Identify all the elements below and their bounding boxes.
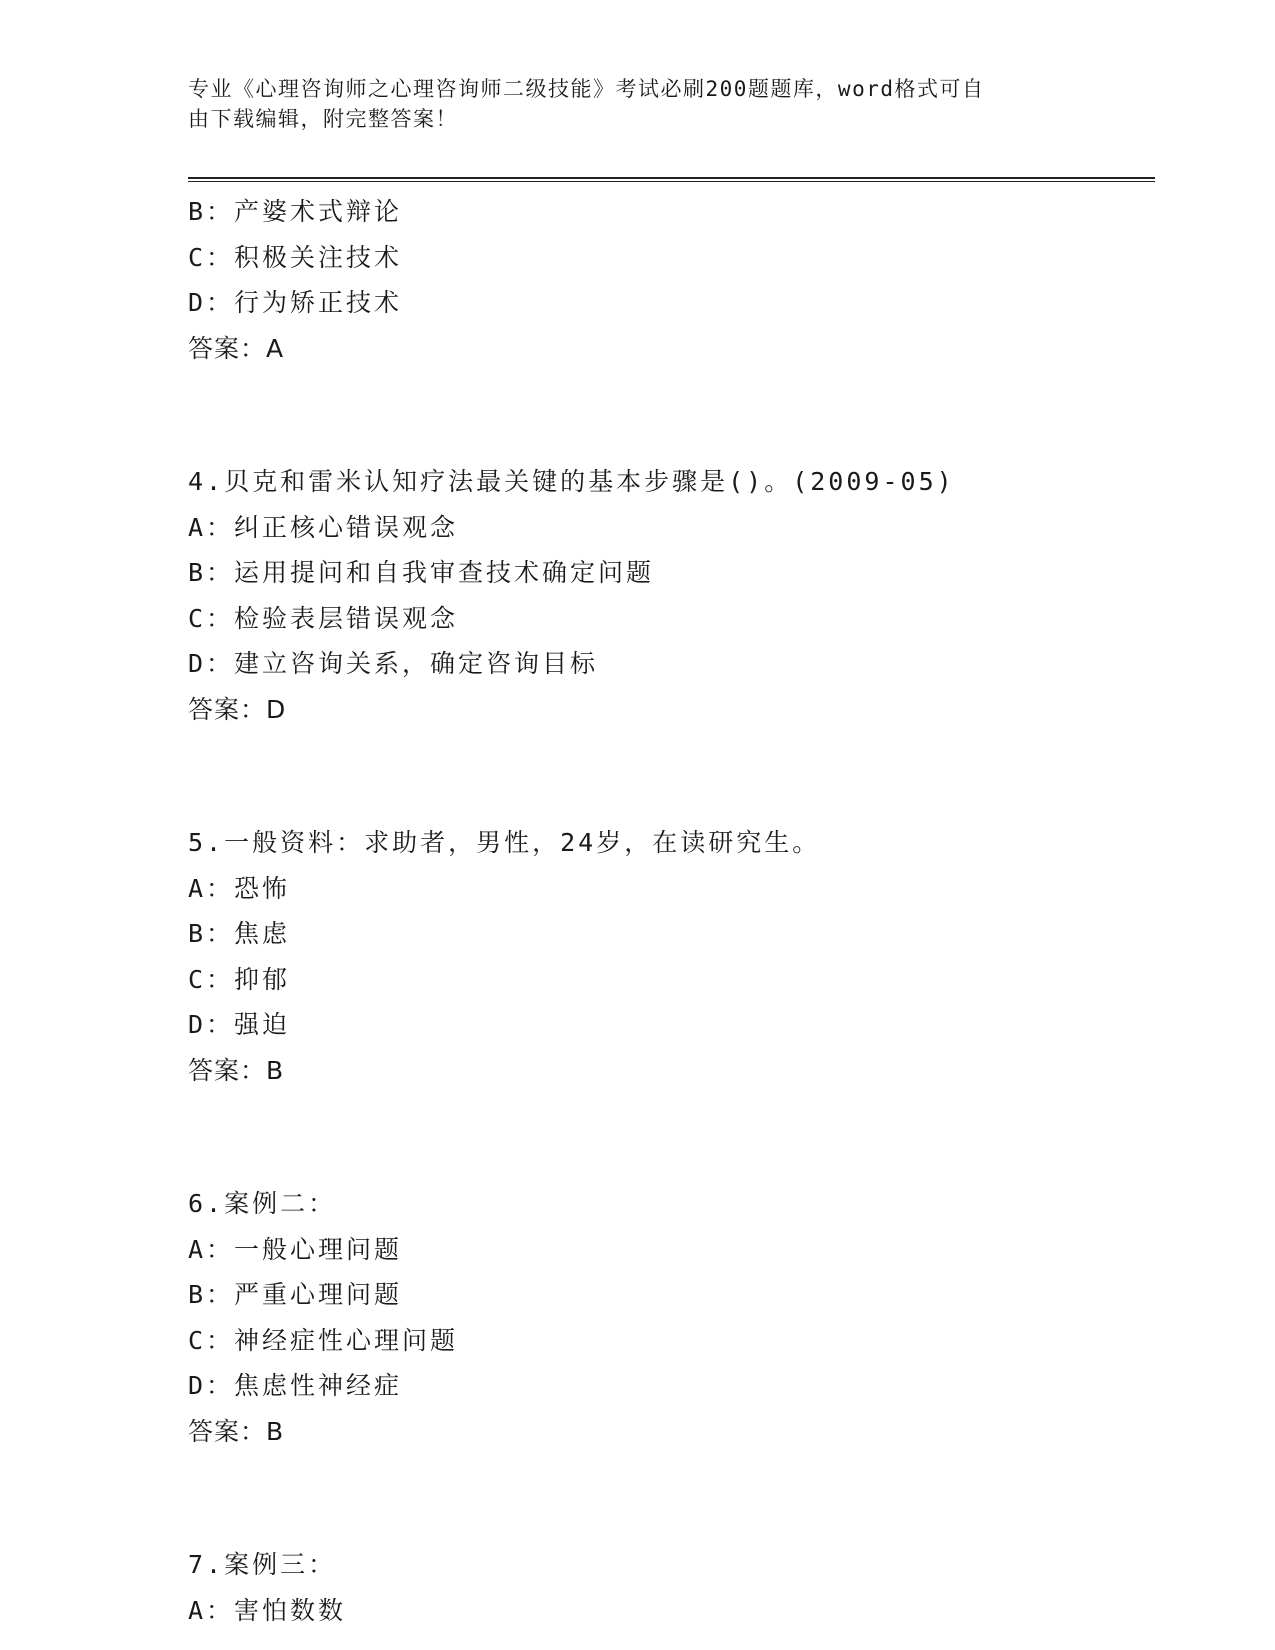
spacer xyxy=(188,1454,1148,1542)
question-block-6 xyxy=(188,1181,1148,1454)
question-stem: 7.案例三： xyxy=(188,1550,337,1579)
question-block-4 xyxy=(188,459,1148,732)
answer-line: 答案：B xyxy=(188,1055,285,1085)
option-d: D：焦虑性神经症 xyxy=(188,1371,403,1400)
spacer xyxy=(188,732,1148,820)
option-b: B：运用提问和自我审查技术确定问题 xyxy=(188,558,655,587)
answer-line: 答案：B xyxy=(188,1416,285,1446)
question-block-7 xyxy=(188,1542,1148,1633)
answer-line: 答案：D xyxy=(188,694,287,724)
question-block-5 xyxy=(188,820,1148,1093)
option-b: B：严重心理问题 xyxy=(188,1280,403,1309)
answer-line: 答案：A xyxy=(188,333,285,363)
option-a: A：纠正核心错误观念 xyxy=(188,512,459,542)
option-d: D：行为矫正技术 xyxy=(188,288,403,317)
option-d: D：建立咨询关系，确定咨询目标 xyxy=(188,649,599,678)
option-a: A：害怕数数 xyxy=(188,1595,347,1625)
header-line-2: 由下载编辑，附完整答案！ xyxy=(188,107,458,131)
question-list xyxy=(188,189,1148,1633)
option-d: D：强迫 xyxy=(188,1010,291,1039)
option-c: C：抑郁 xyxy=(188,964,291,994)
option-b: B：焦虑 xyxy=(188,919,291,948)
option-a: A：一般心理问题 xyxy=(188,1234,403,1264)
spacer xyxy=(188,371,1148,459)
header-rule-thick xyxy=(188,177,1155,179)
option-c: C：神经症性心理问题 xyxy=(188,1325,459,1355)
question-stem: 5.一般资料：求助者，男性，24岁，在读研究生。 xyxy=(188,828,821,857)
question-stem: 6.案例二： xyxy=(188,1189,337,1218)
option-c: C：积极关注技术 xyxy=(188,242,403,272)
option-c: C：检验表层错误观念 xyxy=(188,603,459,633)
header-rule-thin xyxy=(188,181,1155,182)
document-header xyxy=(188,74,1068,134)
spacer xyxy=(188,1093,1148,1181)
header-line-1: 专业《心理咨询师之心理咨询师二级技能》考试必刷200题题库，word格式可自 xyxy=(188,77,985,101)
question-block-3 xyxy=(188,189,1148,371)
option-a: A：恐怖 xyxy=(188,873,291,903)
question-stem: 4.贝克和雷米认知疗法最关键的基本步骤是()。(2009-05) xyxy=(188,467,955,496)
option-b: B：产婆术式辩论 xyxy=(188,197,403,226)
